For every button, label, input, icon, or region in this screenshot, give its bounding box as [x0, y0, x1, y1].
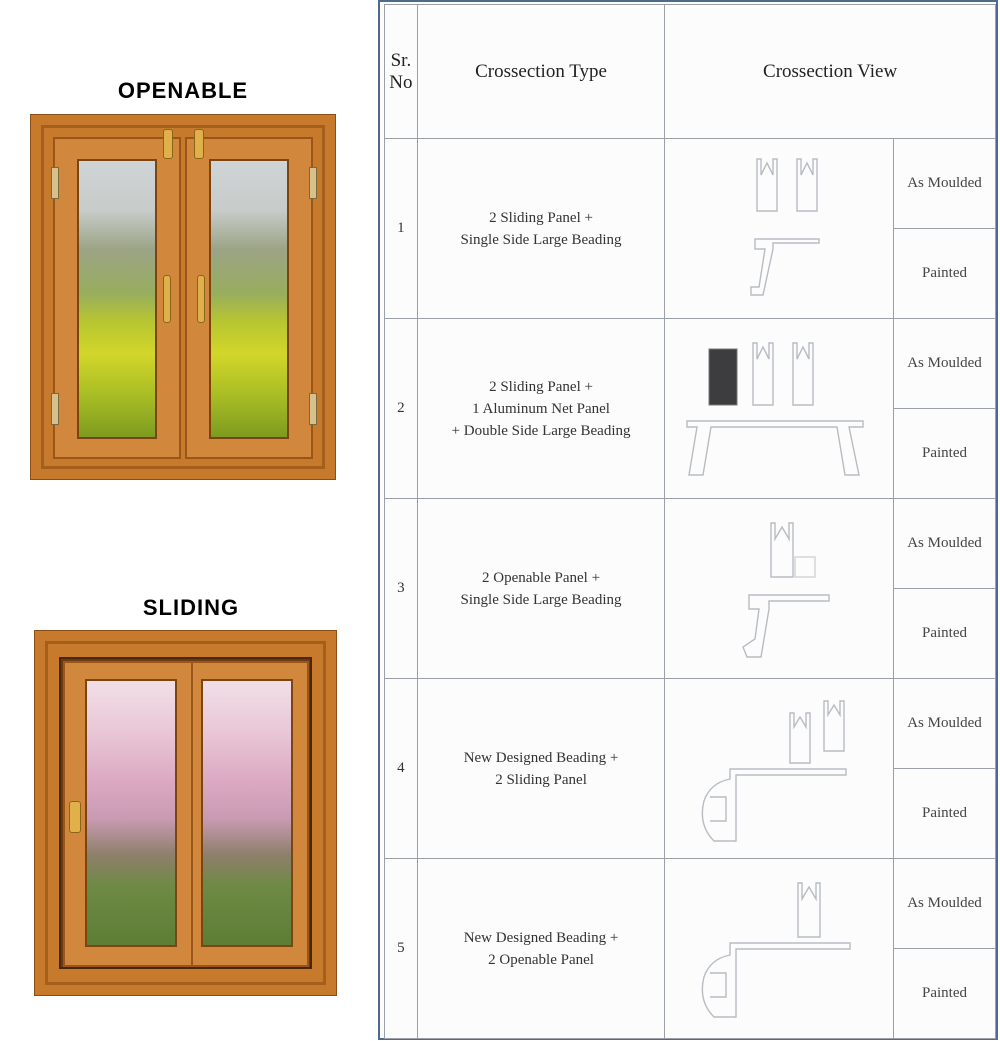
- left-latch-icon: [163, 129, 173, 159]
- row-crossection-type: 2 Openable Panel + Single Side Large Beading: [417, 499, 664, 679]
- header-crossection-type: Crossection Type: [417, 5, 664, 139]
- row-sr-number: 5: [385, 859, 418, 1039]
- profile-drawing: [669, 329, 889, 489]
- table-row: [385, 679, 996, 769]
- profile-drawing: [674, 869, 884, 1029]
- left-glass-pane: [85, 679, 177, 947]
- table-row: [385, 319, 996, 409]
- finish-as-moulded: As Moulded: [894, 139, 996, 229]
- crossection-table: [384, 4, 996, 1039]
- left-sliding-sash: [63, 661, 199, 967]
- crossection-drawing-1: [665, 139, 894, 319]
- hinge-icon: [51, 393, 59, 425]
- table-row: [385, 499, 996, 589]
- finish-painted: Painted: [894, 769, 996, 859]
- row-sr-number: 1: [385, 139, 418, 319]
- row-sr-number: 2: [385, 319, 418, 499]
- right-sliding-sash: [191, 661, 309, 967]
- sliding-window-image: [34, 630, 337, 996]
- right-glass-pane: [201, 679, 293, 947]
- profile-drawing: [674, 689, 884, 849]
- pull-handle-icon: [69, 801, 81, 833]
- right-latch-icon: [194, 129, 204, 159]
- hinge-icon: [309, 393, 317, 425]
- row-sr-number: 4: [385, 679, 418, 859]
- header-crossection-view: Crossection View: [665, 5, 996, 139]
- row-crossection-type: 2 Sliding Panel + 1 Aluminum Net Panel + Double Side Large Beading: [417, 319, 664, 499]
- finish-painted: Painted: [894, 589, 996, 679]
- crossection-drawing-3: [665, 499, 894, 679]
- crossection-drawing-4: [665, 679, 894, 859]
- right-handle-icon: [197, 275, 205, 323]
- finish-as-moulded: As Moulded: [894, 319, 996, 409]
- header-sr-no: Sr. No: [385, 5, 418, 139]
- row-crossection-type: New Designed Beading + 2 Openable Panel: [417, 859, 664, 1039]
- left-openable-sash: [53, 137, 181, 459]
- crossection-drawing-2: [665, 319, 894, 499]
- profile-drawing: [679, 509, 879, 669]
- right-openable-sash: [185, 137, 313, 459]
- row-crossection-type: New Designed Beading + 2 Sliding Panel: [417, 679, 664, 859]
- finish-painted: Painted: [894, 949, 996, 1039]
- row-sr-number: 3: [385, 499, 418, 679]
- table-header-row: [385, 5, 996, 139]
- openable-window-image: [30, 114, 336, 480]
- aluminum-net-swatch: [709, 349, 737, 405]
- row-crossection-type: 2 Sliding Panel + Single Side Large Beading: [417, 139, 664, 319]
- finish-as-moulded: As Moulded: [894, 499, 996, 589]
- crossection-table-scan: [378, 0, 998, 1040]
- table-row: [385, 139, 996, 229]
- table-row: [385, 859, 996, 949]
- left-handle-icon: [163, 275, 171, 323]
- openable-label: OPENABLE: [117, 78, 249, 103]
- hinge-icon: [51, 167, 59, 199]
- finish-as-moulded: As Moulded: [894, 859, 996, 949]
- crossection-drawing-5: [665, 859, 894, 1039]
- sliding-label: SLIDING: [142, 595, 240, 620]
- finish-painted: Painted: [894, 409, 996, 499]
- hinge-icon: [309, 167, 317, 199]
- right-glass-pane: [209, 159, 289, 439]
- finish-painted: Painted: [894, 229, 996, 319]
- finish-as-moulded: As Moulded: [894, 679, 996, 769]
- profile-drawing: [679, 149, 879, 309]
- left-glass-pane: [77, 159, 157, 439]
